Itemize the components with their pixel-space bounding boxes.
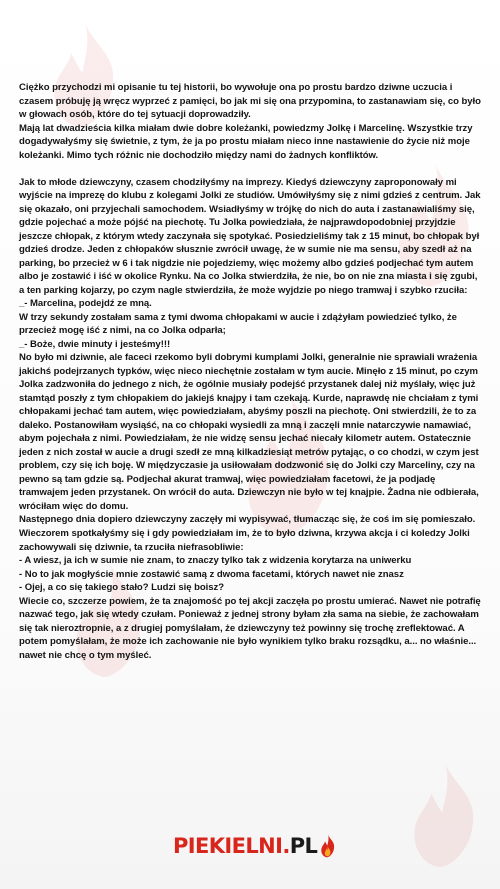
- logo-main: PIEKIELNI: [173, 834, 283, 858]
- footer: [0, 832, 500, 889]
- story-paragraph: Następnego dnia dopiero dziewczyny zaczęły mi wypisywać, tłumacząc się, że coś im się pomieszało. Wieczorem spotkałyśmy się i gdy powiedziałam im, że to było dziwna, krzywa akcja i ci koledzy Jolki zachowywali się dziwnie, ta rzuciła niefrasobliwie:: [19, 514, 476, 553]
- story-dialogue-line: - No to jak mogłyście mnie zostawić samą z dwoma facetami, których nawet nie znasz: [19, 568, 404, 580]
- story-paragraph: Jak to młode dziewczyny, czasem chodziłyśmy na imprezy. Kiedyś dziewczyny zaproponowały mi wyjście na imprezę do klubu z kolegami Jolki ze studiów. Umówiłyśmy się z nimi gdzieś z centrum. Jak się okazało, oni przyjechali samochodem. Wsiadłyśmy w trójkę do nich do auta i zastanawialiśmy się, gdzie pojechać a może pójść na piechotę. Tu Jolka powiedziała, że najprawdopodobniej przyjdzie jeszcze chłopak, z którym wtedy zaczynała się spotykać. Posiedzieliśmy tak z 15 minut, bo chłopak był gdzieś drodze. Jeden z chłopaków słusznie zwrócił uwagę, że w sumie nie ma sensu, aby szedł aż na parking, bo przecież w 6 i tak nigdzie nie pojedziemy, więc możemy albo gdzieś podjechać tym autem albo je zostawić i iść w okolice Rynku. Na co Jolka stwierdziła, że nie, bo on nie zna miasta i się zgubi, a ten parking kojarzy, po czym nagle stwierdziła, że może wyjdzie po niego tramwaj i szybko rzuciła:: [19, 176, 481, 296]
- story-dialogue-line: _- Marcelina, podejdź ze mną.: [19, 298, 152, 310]
- site-logo[interactable]: [173, 832, 337, 858]
- story-paragraph: Mają lat dwadzieścia kilka miałam dwie dobre koleżanki, powiedzmy Jolkę i Marcelinę. Wszystkie trzy dogadywałyśmy się świetnie, z tym, że ja po prostu miałam nieco inne nastawienie do życie niż moje koleżanki. Mimo tych różnic nie dochodziło między nami do żadnych konfliktów.: [19, 122, 473, 161]
- logo-tld: PL: [289, 834, 318, 858]
- paragraph-spacer: [19, 162, 485, 176]
- logo-text: [173, 834, 317, 858]
- story-dialogue-line: - Ojej, a co się takiego stało? Ludzi się boisz?: [19, 582, 225, 594]
- story-dialogue-line: _- Boże, dwie minuty i jesteśmy!!!: [19, 338, 171, 350]
- story-paragraph: W trzy sekundy zostałam sama z tymi dwoma chłopakami w aucie i zdążyłam powiedzieć tylko, że przecież mogę iść z nimi, na co Jolka odparła;: [19, 311, 457, 337]
- story-paragraph: No było mi dziwnie, ale faceci rzekomo byli dobrymi kumplami Jolki, generalnie nie sprawiali wrażenia jakichś podejrzanych typków, więc nieco niechętnie zostałam w tym aucie. Minęło z 15 minut, po czym Jolka zadzwoniła do jednego z nich, że ogólnie musiały podejść przystanek dalej niż myślały, więc już stamtąd poszły z tym chłopakiem do jakiejś knajpy i tam czekają. Kurde, naprawdę nie chciałam z tymi chłopakami jechać tam autem, więc powiedziałam, abyśmy poszli na piechotę. Oni stwierdzili, że to za daleko. Postanowiłam wysiąść, na co chłopaki wysiedli za mną i zaczęli mnie natarczywie namawiać, abym pojechała z nimi. Powiedziałam, że nie widzę sensu jechać niecały kilometr autem. Ostatecznie jeden z nich został w aucie a drugi szedł ze mną kilkadziesiąt metrów pytając, o co chodzi, w czym jest problem, czy się ich boję. W międzyczasie ja usiłowałam dodzwonić się do Jolki czy Marceliny, czy na pewno są tam gdzie są. Podjechał akurat tramwaj, więc powiedziałam facetowi, że ja podjadę tramwajem jeden przystanek. On wrócił do auta. Dziewczyn nie było w tej knajpie. Żadna nie odbierała, wróciłam więc do domu.: [19, 352, 479, 512]
- logo-dot: .: [282, 834, 290, 858]
- story-text: [19, 81, 485, 662]
- story-dialogue-line: - A wiesz, ja ich w sumie nie znam, to znaczy tylko tak z widzenia korytarza na uniwerku: [19, 555, 412, 567]
- story-paragraph: Wiecie co, szczerze powiem, że ta znajomość po tej akcji zaczęła po prostu umierać. Nawet nie potrafię nazwać tego, jak się wtedy czułam. Ponieważ z jednej strony byłam zła sama na siebie, że zachowałam się tak nieroztropnie, a z drugiej pomyślałam, że dziewczyny też powinny się trochę zreflektować. A potem pomyślałam, że może ich zachowanie nie było wynikiem tylko braku rozsądku, a... no właśnie... nawet nie chcę o tym myśleć.: [19, 595, 481, 661]
- flame-icon: [319, 834, 337, 858]
- story-paragraph: Ciężko przychodzi mi opisanie tu tej historii, bo wywołuje ona po prostu bardzo dziwne uczucia i czasem próbuję ją wręcz wyprzeć z pamięci, bo jak mi się ona przypomina, to zastanawiam się, co było w głowach osób, które do tej sytuacji doprowadziły.: [19, 82, 481, 121]
